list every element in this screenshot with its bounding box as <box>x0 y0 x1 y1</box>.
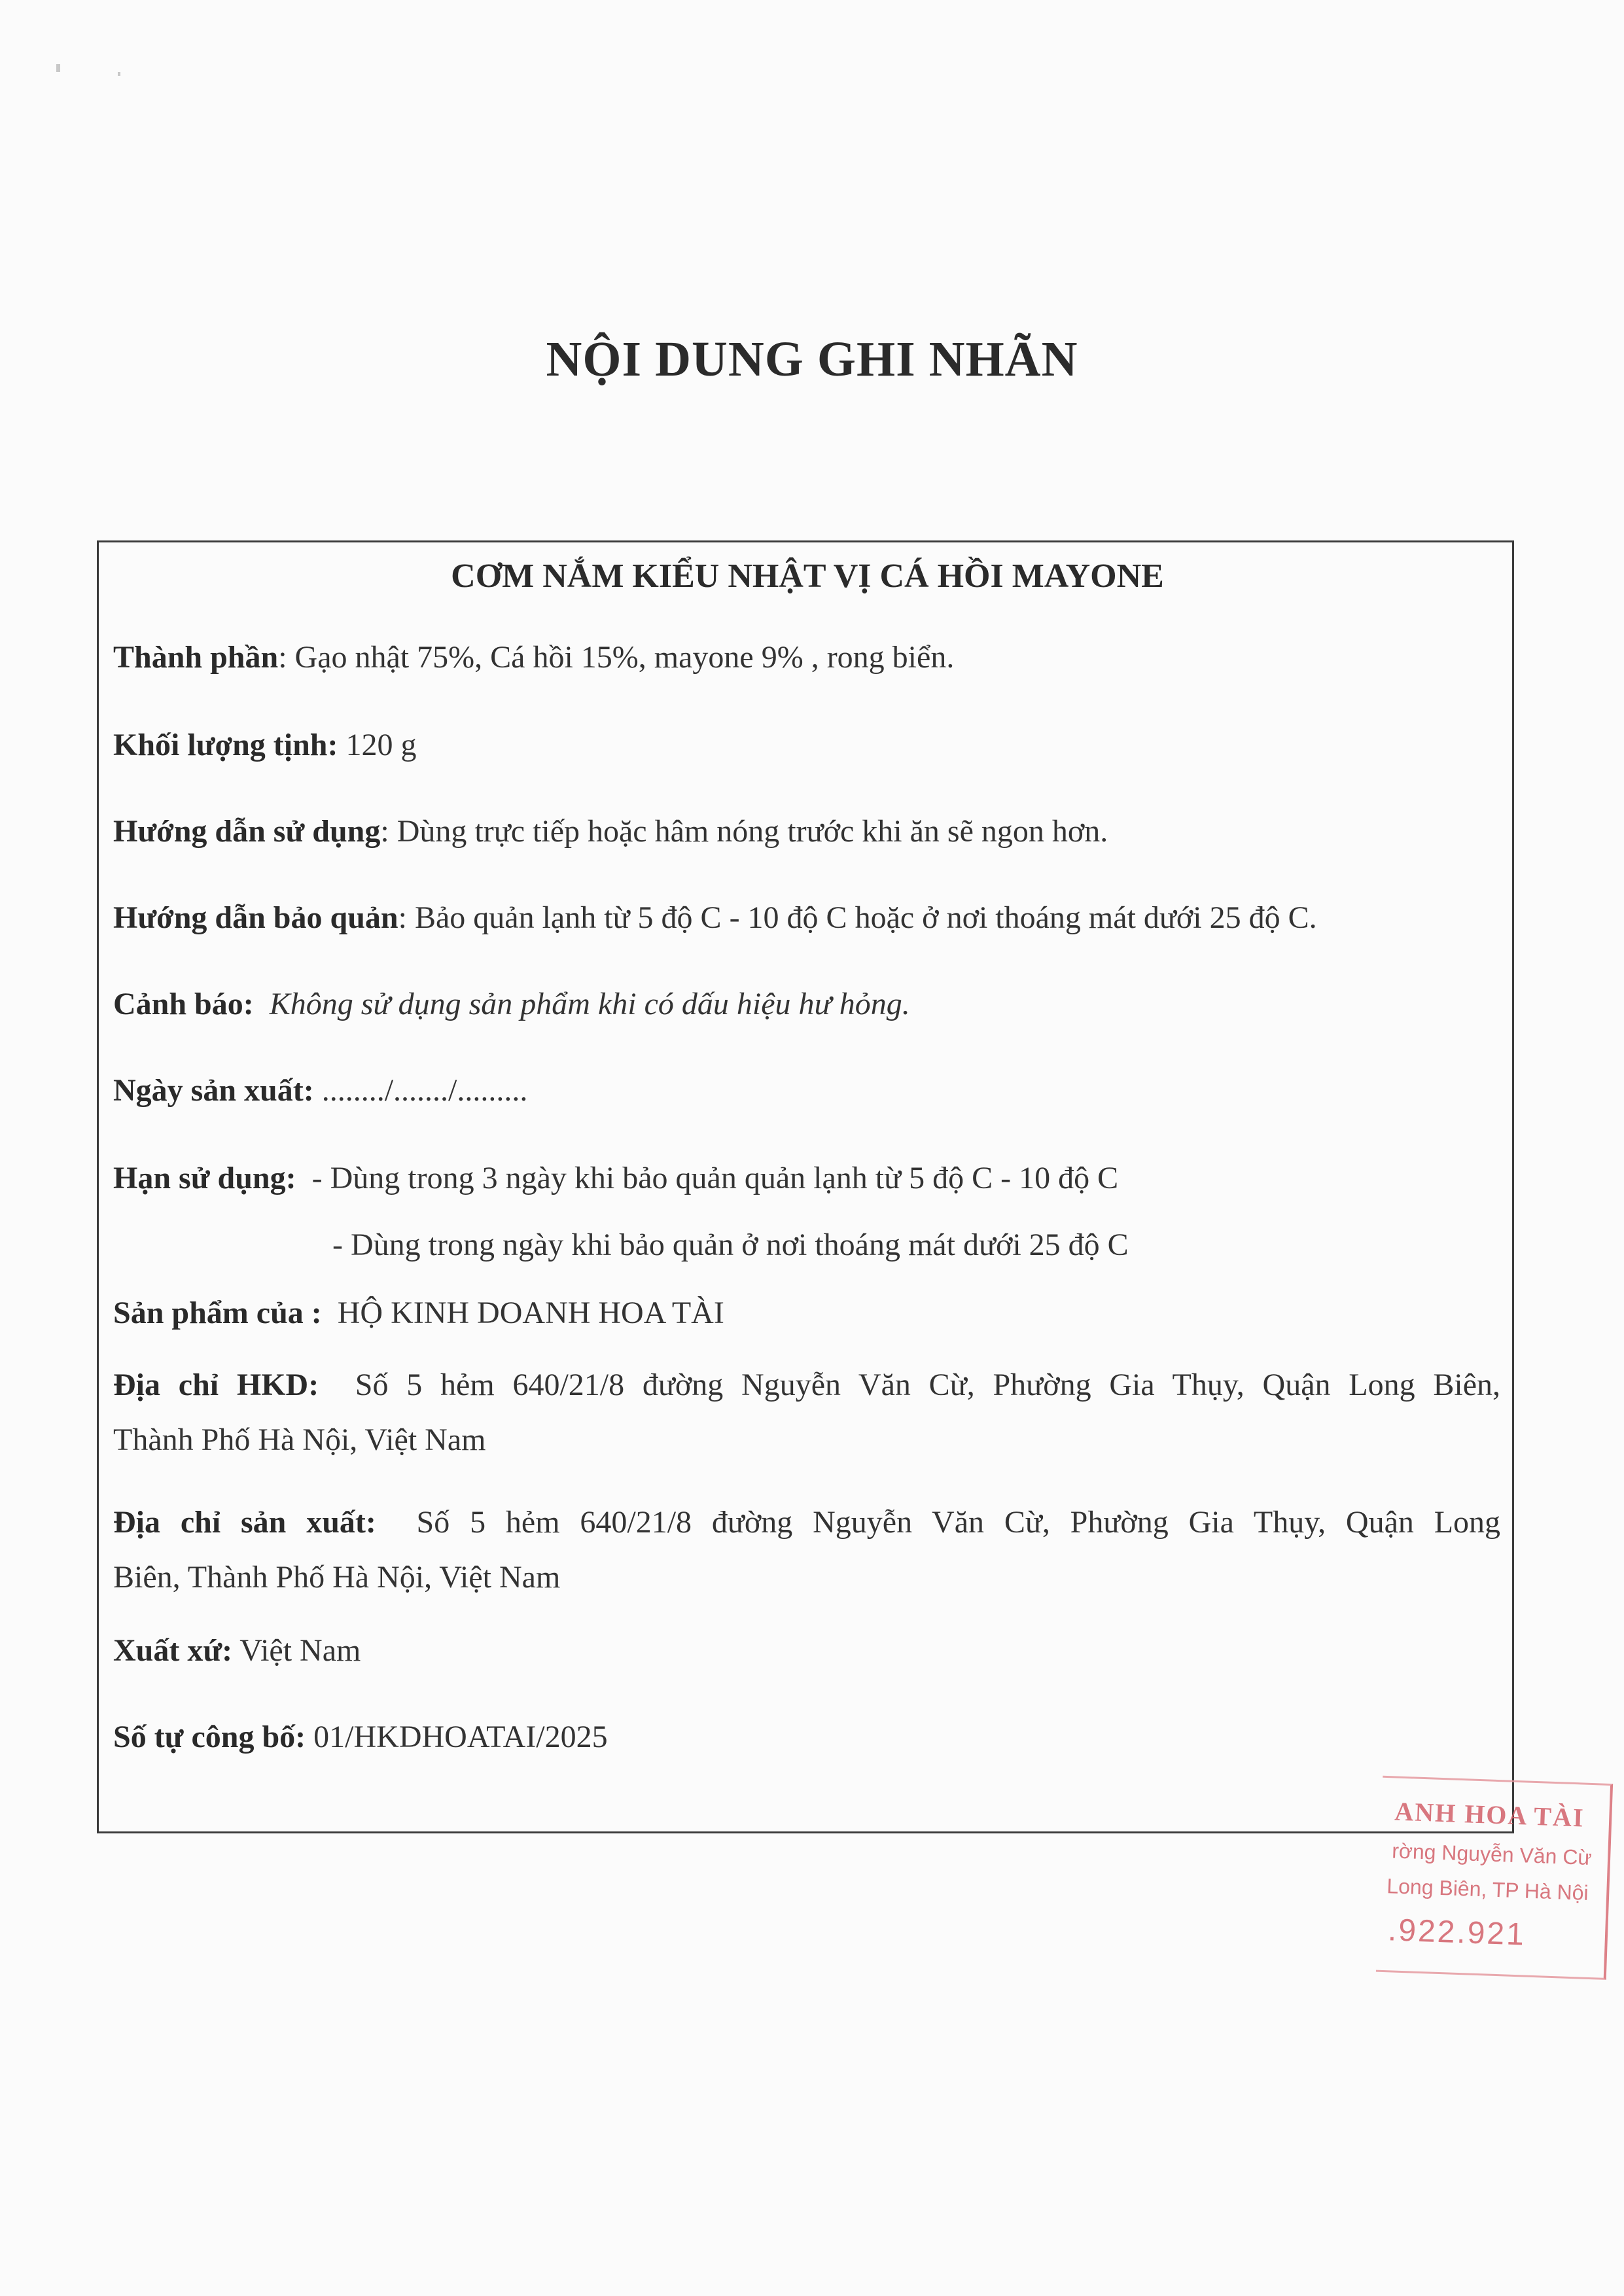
warning-label: Cảnh báo: <box>113 987 254 1021</box>
expiry-row-2 <box>332 1216 1624 1274</box>
production-address-row-2 <box>113 1549 1500 1606</box>
declaration-label: Số tự công bố: <box>113 1720 306 1754</box>
declaration-row <box>113 1708 1500 1766</box>
manufacture-date-label: Ngày sản xuất: <box>113 1073 314 1108</box>
stamp-line-3: Long Biên, TP Hà Nội <box>1386 1874 1589 1905</box>
usage-value: Dùng trực tiếp hoặc hâm nóng trước khi ăn sẽ ngon hơn. <box>397 814 1108 849</box>
producer-label: Sản phẩm của : <box>113 1296 322 1330</box>
scan-speck <box>118 72 120 76</box>
storage-value: Bảo quản lạnh từ 5 độ C - 10 độ C hoặc ở nơi thoáng mát dưới 25 độ C. <box>414 900 1317 935</box>
page-title: NỘI DUNG GHI NHÃN <box>546 332 1078 387</box>
label-box <box>97 540 1514 1833</box>
ingredients-value: Gạo nhật 75%, Cá hồi 15%, mayone 9% , rong biển. <box>294 640 955 675</box>
warning-value: Không sử dụng sản phẩm khi có dấu hiệu hư hỏng. <box>269 987 910 1021</box>
manufacture-date-row <box>113 1062 1500 1120</box>
origin-row <box>113 1622 1500 1680</box>
expiry-row <box>113 1150 1500 1207</box>
hkd-address-line-2: Thành Phố Hà Nội, Việt Nam <box>113 1422 486 1457</box>
production-address-label: Địa chỉ sản xuất: <box>113 1505 376 1540</box>
declaration-value: 01/HKDHOATAI/2025 <box>313 1720 608 1754</box>
production-address-line-2: Biên, Thành Phố Hà Nội, Việt Nam <box>113 1560 561 1595</box>
production-address-line-1: Số 5 hẻm 640/21/8 đường Nguyễn Văn Cừ, Phường Gia Thụy, Quận Long <box>416 1505 1501 1540</box>
net-weight-label: Khối lượng tịnh: <box>113 728 338 762</box>
scan-speck <box>56 64 60 72</box>
usage-row: Hướng dẫn sử dụng: Dùng trực tiếp hoặc hâm nóng trước khi ăn sẽ ngon hơn. <box>113 814 1108 849</box>
producer-row <box>113 1284 1500 1342</box>
production-address-row <box>113 1494 1500 1551</box>
company-stamp <box>1376 1776 1618 1980</box>
stamp-line-1: ANH HOA TÀI <box>1394 1796 1585 1833</box>
ingredients-row: Thành phần: Gạo nhật 75%, Cá hồi 15%, mayone 9% , rong biển. <box>113 640 955 675</box>
manufacture-date-value: ......../......./......... <box>321 1073 528 1108</box>
storage-row: Hướng dẫn bảo quản: Bảo quản lạnh từ 5 độ C - 10 độ C hoặc ở nơi thoáng mát dưới 25 độ C. <box>113 900 1317 935</box>
hkd-address-row-2 <box>113 1411 1500 1469</box>
expiry-line-1: - Dùng trong 3 ngày khi bảo quản quản lạnh từ 5 độ C - 10 độ C <box>311 1161 1119 1195</box>
product-name: CƠM NẮM KIỂU NHẬT VỊ CÁ HỒI MAYONE <box>451 557 1164 595</box>
hkd-address-line-1: Số 5 hẻm 640/21/8 đường Nguyễn Văn Cừ, Phường Gia Thụy, Quận Long Biên, <box>355 1368 1501 1402</box>
expiry-line-2: - Dùng trong ngày khi bảo quản ở nơi thoáng mát dưới 25 độ C <box>332 1227 1129 1262</box>
origin-label: Xuất xứ: <box>113 1633 233 1668</box>
expiry-label: Hạn sử dụng: <box>113 1161 296 1195</box>
origin-value: Việt Nam <box>239 1633 361 1668</box>
producer-value: HỘ KINH DOANH HOA TÀI <box>337 1296 724 1330</box>
hkd-address-label: Địa chỉ HKD: <box>113 1368 319 1402</box>
net-weight-value: 120 g <box>345 728 417 762</box>
net-weight-row <box>113 716 1500 774</box>
stamp-line-4: .922.921 <box>1387 1913 1527 1952</box>
warning-row <box>113 976 1500 1033</box>
storage-label: Hướng dẫn bảo quản <box>113 900 398 935</box>
usage-label: Hướng dẫn sử dụng <box>113 814 381 849</box>
ingredients-label: Thành phần <box>113 640 279 675</box>
hkd-address-row <box>113 1356 1500 1414</box>
stamp-line-2: rờng Nguyễn Văn Cừ <box>1391 1839 1593 1870</box>
